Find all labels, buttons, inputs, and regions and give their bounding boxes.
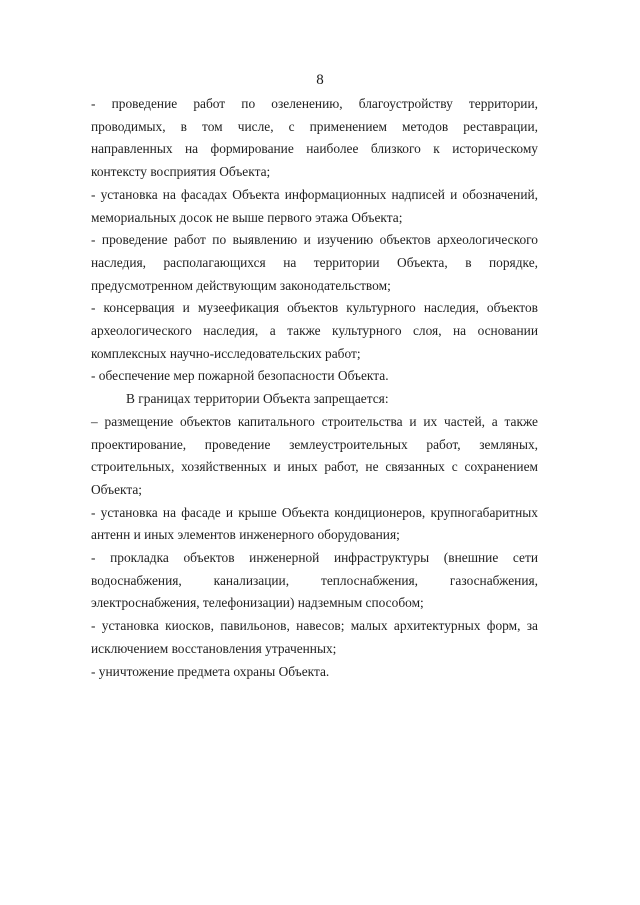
section-heading-prohibited: В границах территории Объекта запрещается: <box>126 391 389 407</box>
paragraph-archaeology-research: - проведение работ по выявлению и изучению объектов археологического наследия, располагающихся на территории Объекта, в порядке, предусмотренном действующим законодательством; <box>91 232 538 293</box>
paragraph-info-signs: - установка на фасадах Объекта информационных надписей и обозначений, мемориальных досок не выше первого этажа Объекта; <box>91 186 538 225</box>
paragraph-landscaping: - проведение работ по озеленению, благоустройству территории, проводимых, в том числе, с применением методов реставрации, направленных на формирование наиболее близкого к историческому контексту восприятия Объекта; <box>91 96 538 180</box>
page-number: 8 <box>316 72 324 88</box>
paragraph-kiosks: - установка киосков, павильонов, навесов; малых архитектурных форм, за исключением восстановления утраченных; <box>91 618 538 656</box>
paragraph-fire-safety: - обеспечение мер пожарной безопасности Объекта. <box>91 368 389 384</box>
paragraph-conservation: - консервация и музеефикация объектов культурного наследия, объектов археологического наследия, а также культурного слоя, на основании комплексных научно-исследовательских работ; <box>91 300 538 361</box>
paragraph-capital-construction: – размещение объектов капитального строительства и их частей, а также проектирование, проведение землеустроительных работ, земляных, строительных, хозяйственных и иных работ, не связанных с сохранением Объекта; <box>91 413 538 497</box>
document-body <box>91 93 538 683</box>
paragraph-air-conditioners: - установка на фасаде и крыше Объекта кондиционеров, крупногабаритных антенн и иных элементов инженерного оборудования; <box>91 504 538 543</box>
paragraph-engineering-infrastructure: - прокладка объектов инженерной инфраструктуры (внешние сети водоснабжения, канализации, теплоснабжения, газоснабжения, электроснабжения, телефонизации) надземным способом; <box>91 550 538 611</box>
paragraph-destruction: - уничтожение предмета охраны Объекта. <box>91 663 330 679</box>
